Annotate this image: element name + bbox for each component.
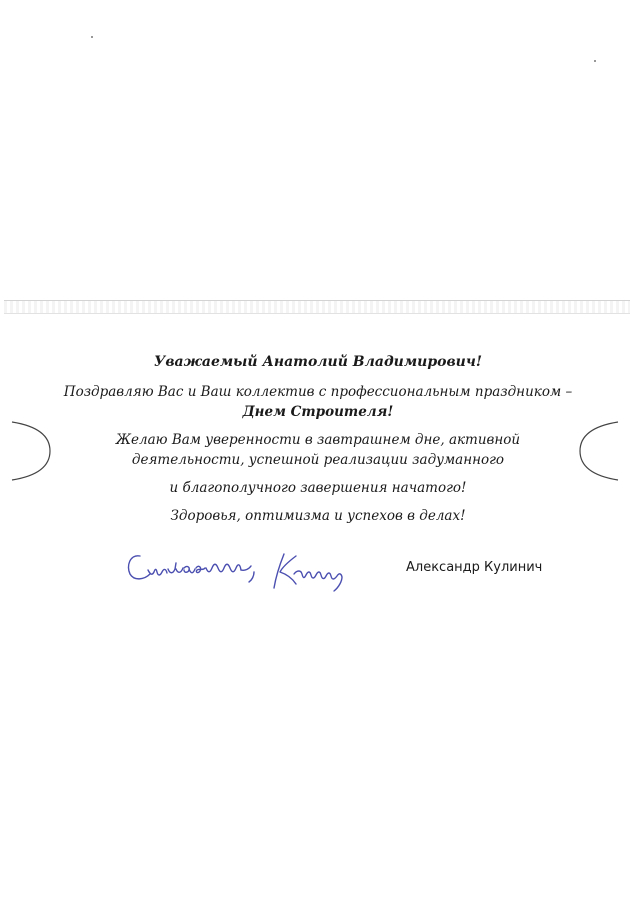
holiday-name: Днем Строителя! <box>242 404 394 420</box>
wish-line: Желаю Вам уверенности в завтрашнем дне, активной <box>115 432 521 448</box>
greeting: Уважаемый Анатолий Владимирович! <box>153 354 482 370</box>
card-fold-line <box>4 300 630 314</box>
wish-line: и благополучного завершения начатого! <box>169 480 467 496</box>
wish-line: деятельности, успешной реализации задуманного <box>131 452 505 468</box>
congrats-line: Поздравляю Вас и Ваш коллектив с профессиональным праздником – <box>63 384 573 400</box>
signatory-name: Александр Кулинич <box>406 560 543 575</box>
letter-body <box>0 352 636 526</box>
signature-block <box>0 548 636 598</box>
paper-speck <box>594 60 596 62</box>
closing-wish: Здоровья, оптимизма и успехов в делах! <box>170 508 466 524</box>
handwritten-signature <box>124 548 406 596</box>
paper-speck <box>91 36 93 38</box>
